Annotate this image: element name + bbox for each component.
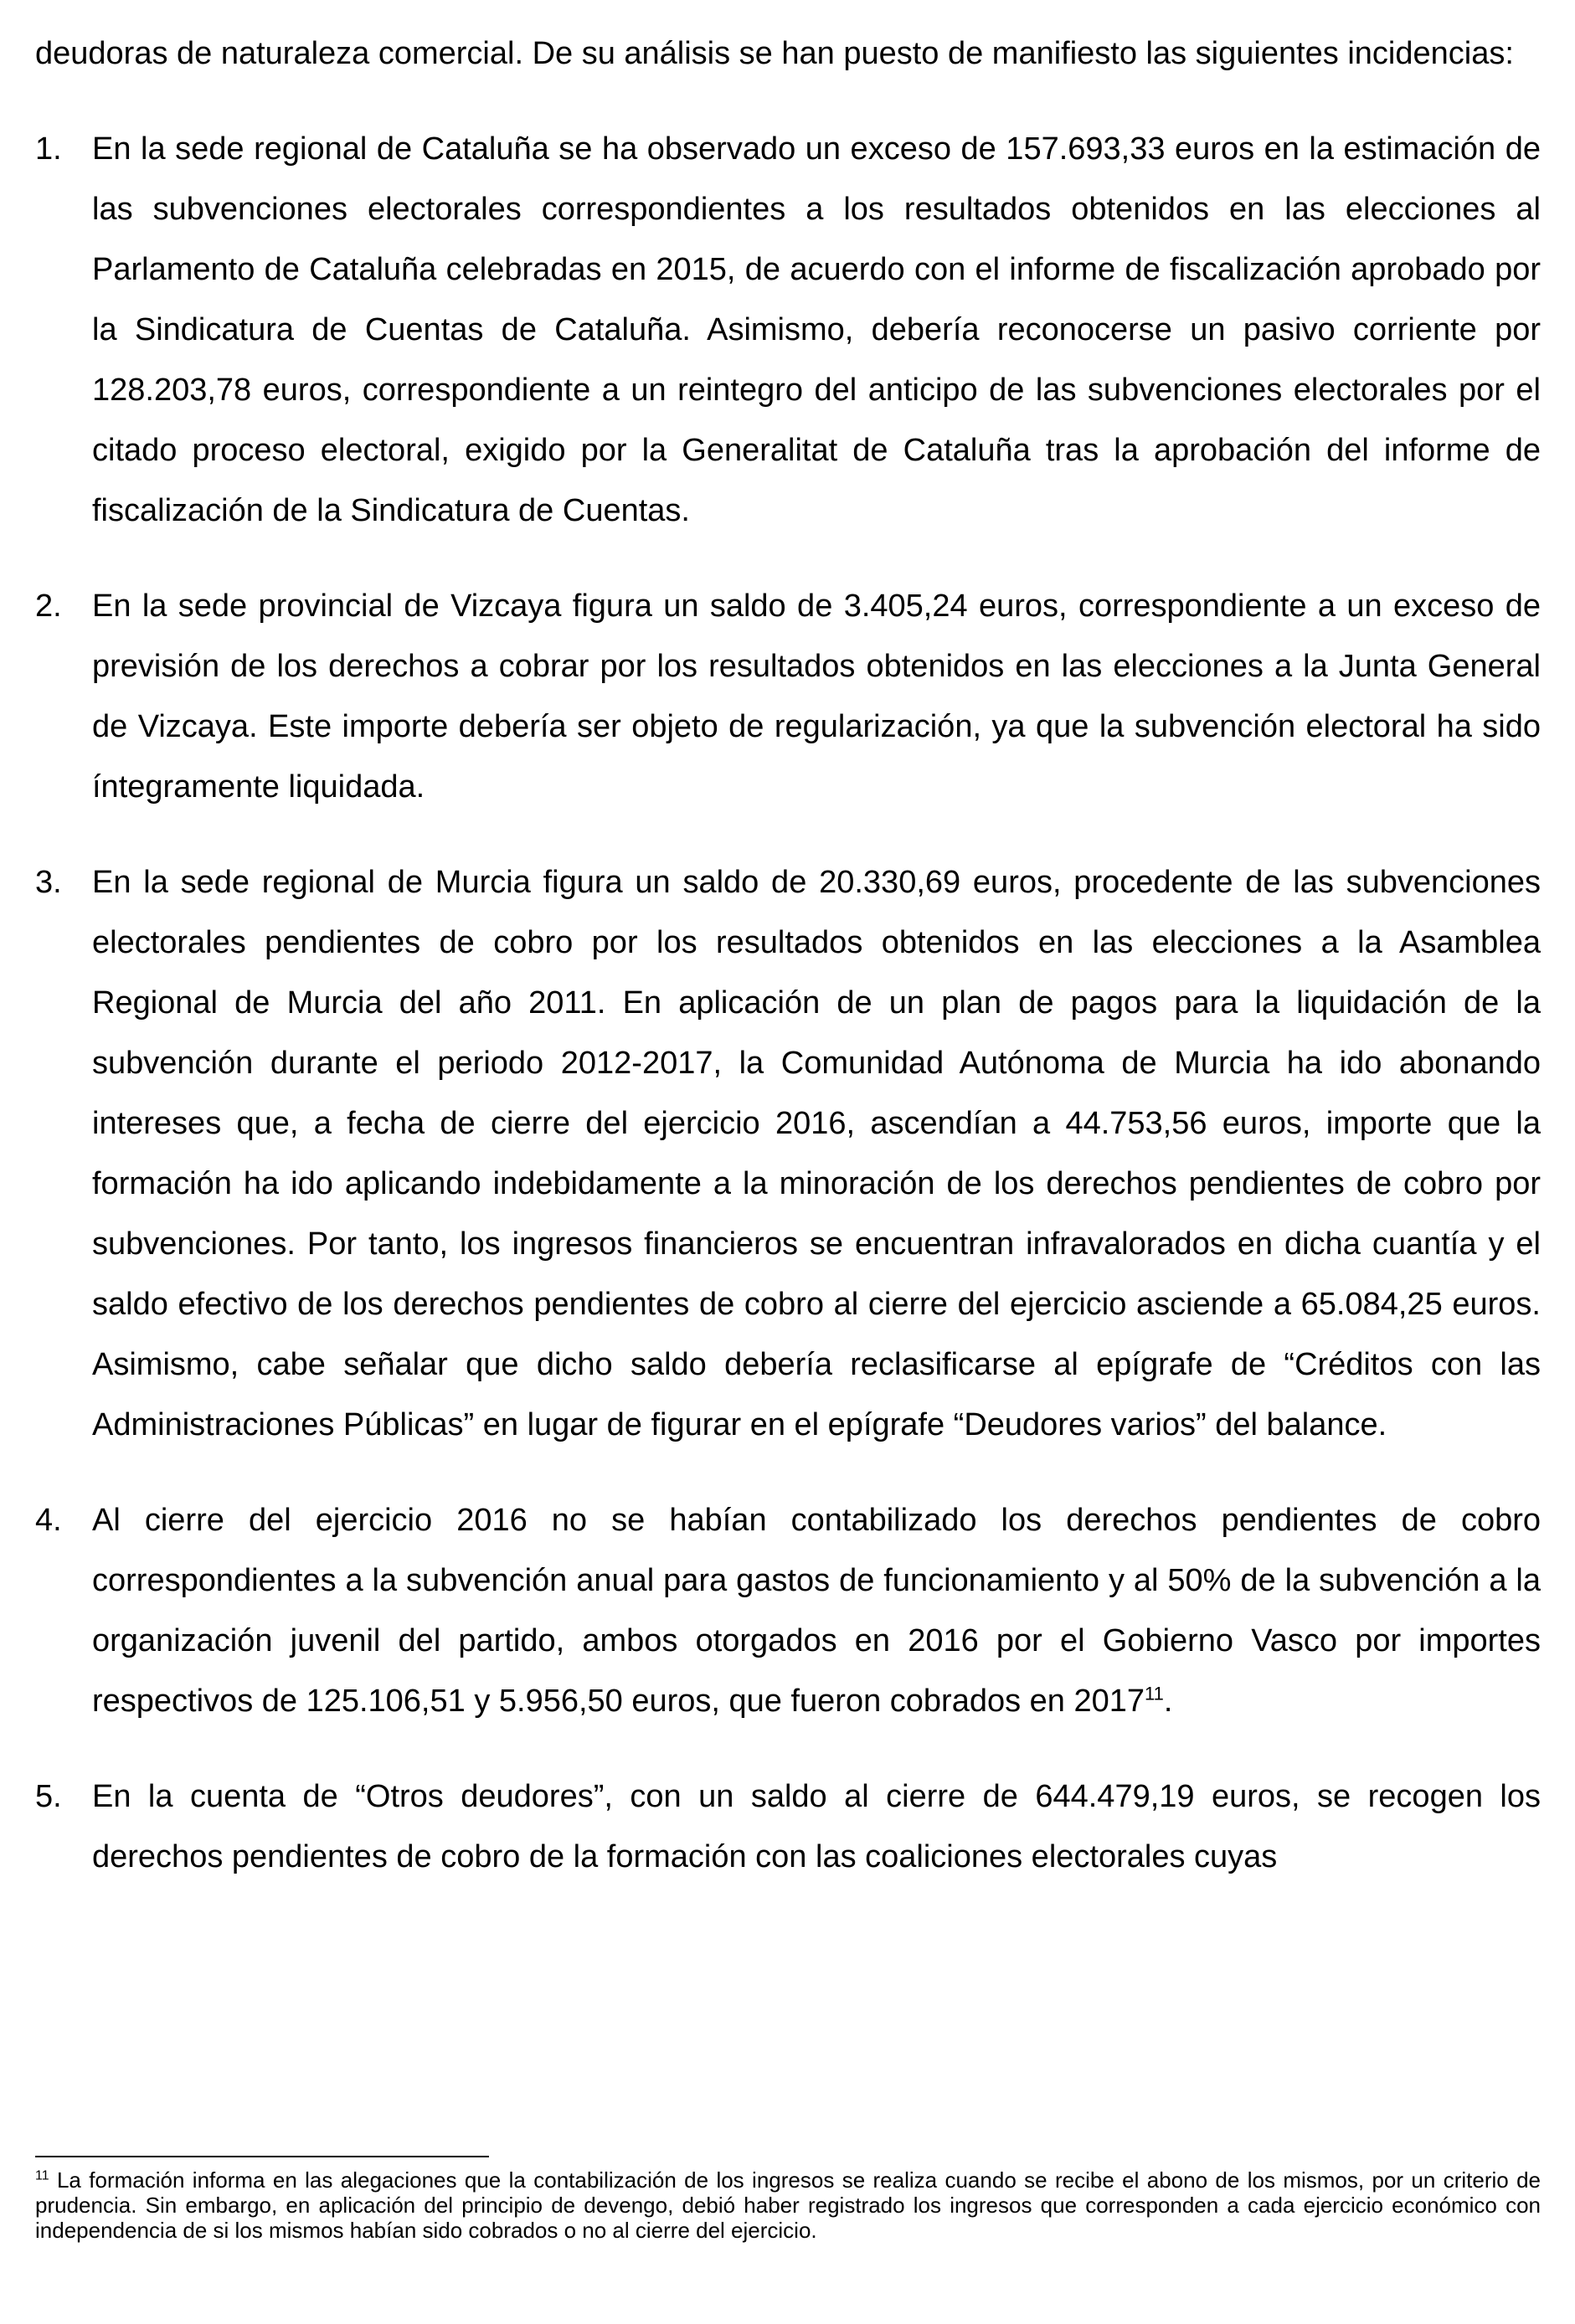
list-item-text: En la sede regional de Cataluña se ha observado un exceso de 157.693,33 euros en la estimación de las subvenciones electorales correspondientes a los resultados obtenidos en las elecciones al Parlamento de Cataluña celebradas en 2015, de acuerdo con el informe de fiscalización aprobado por la Sindicatura de Cuentas de Cataluña. Asimismo, debería reconocerse un pasivo corriente por 128.203,78 euros, correspondiente a un reintegro del anticipo de las subvenciones electorales por el citado proceso electoral, exigido por la Generalitat de Cataluña tras la aprobación del informe de fiscalización de la Sindicatura de Cuentas. xyxy=(92,131,1541,528)
list-item-number: 3. xyxy=(35,865,62,900)
footnote xyxy=(35,2167,1541,2243)
list-item-text: En la sede regional de Murcia figura un saldo de 20.330,69 euros, procedente de las subvenciones electorales pendientes de cobro por los resultados obtenidos en las elecciones a la Asamblea Regional de Murcia del año 2011. En aplicación de un plan de pagos para la liquidación de la subvención durante el periodo 2012-2017, la Comunidad Autónoma de Murcia ha ido abonando intereses que, a fecha de cierre del ejercicio 2016, ascendían a 44.753,56 euros, importe que la formación ha ido aplicando indebidamente a la minoración de los derechos pendientes de cobro por subvenciones. Por tanto, los ingresos financieros se encuentran infravalorados en dicha cuantía y el saldo efectivo de los derechos pendientes de cobro al cierre del ejercicio asciende a 65.084,25 euros. Asimismo, cabe señalar que dicho saldo debería reclasificarse al epígrafe de “Créditos con las Administraciones Públicas” en lugar de figurar en el epígrafe “Deudores varios” del balance. xyxy=(92,865,1541,1442)
footnote-separator xyxy=(35,2156,489,2157)
list-item-3 xyxy=(35,852,1541,1455)
list-item-5 xyxy=(35,1766,1541,1887)
list-item-number: 5. xyxy=(35,1779,62,1814)
footnote-reference[interactable]: 11 xyxy=(1145,1683,1164,1704)
list-item-text: En la sede provincial de Vizcaya figura un saldo de 3.405,24 euros, correspondiente a un exceso de previsión de los derechos a cobrar por los resultados obtenidos en las elecciones a la Junta General de Vizcaya. Este importe debería ser objeto de regularización, ya que la subvención electoral ha sido íntegramente liquidada. xyxy=(92,589,1541,805)
list-item-2 xyxy=(35,576,1541,817)
footnote-number: 11 xyxy=(35,2168,49,2183)
document-page xyxy=(35,23,1541,1922)
footnote-text: La formación informa en las alegaciones que la contabilización de los ingresos se realiza cuando se recibe el abono de los mismos, por un criterio de prudencia. Sin embargo, en aplicación del principio de devengo, debió haber registrado los ingresos que corresponden a cada ejercicio económico con independencia de si los mismos habían sido cobrados o no al cierre del ejercicio. xyxy=(35,2167,1541,2243)
list-item-4 xyxy=(35,1490,1541,1731)
intro-paragraph: deudoras de naturaleza comercial. De su análisis se han puesto de manifiesto las siguientes incidencias: xyxy=(35,36,1514,71)
list-item-text-body: Al cierre del ejercicio 2016 no se habían contabilizado los derechos pendientes de cobro correspondientes a la subvención anual para gastos de funcionamiento y al 50% de la subvención a la organización juvenil del partido, ambos otorgados en 2016 por el Gobierno Vasco por importes respectivos de 125.106,51 y 5.956,50 euros, que fueron cobrados en 2017 xyxy=(92,1503,1541,1719)
list-item-text: En la cuenta de “Otros deudores”, con un saldo al cierre de 644.479,19 euros, se recogen los derechos pendientes de cobro de la formación con las coaliciones electorales cuyas xyxy=(92,1779,1541,1874)
list-item-text-end: . xyxy=(1163,1684,1173,1719)
list-item-text xyxy=(92,1490,1541,1731)
list-item-number: 4. xyxy=(35,1503,62,1538)
list-item-number: 1. xyxy=(35,131,62,167)
list-item-1 xyxy=(35,119,1541,541)
list-item-number: 2. xyxy=(35,589,62,624)
